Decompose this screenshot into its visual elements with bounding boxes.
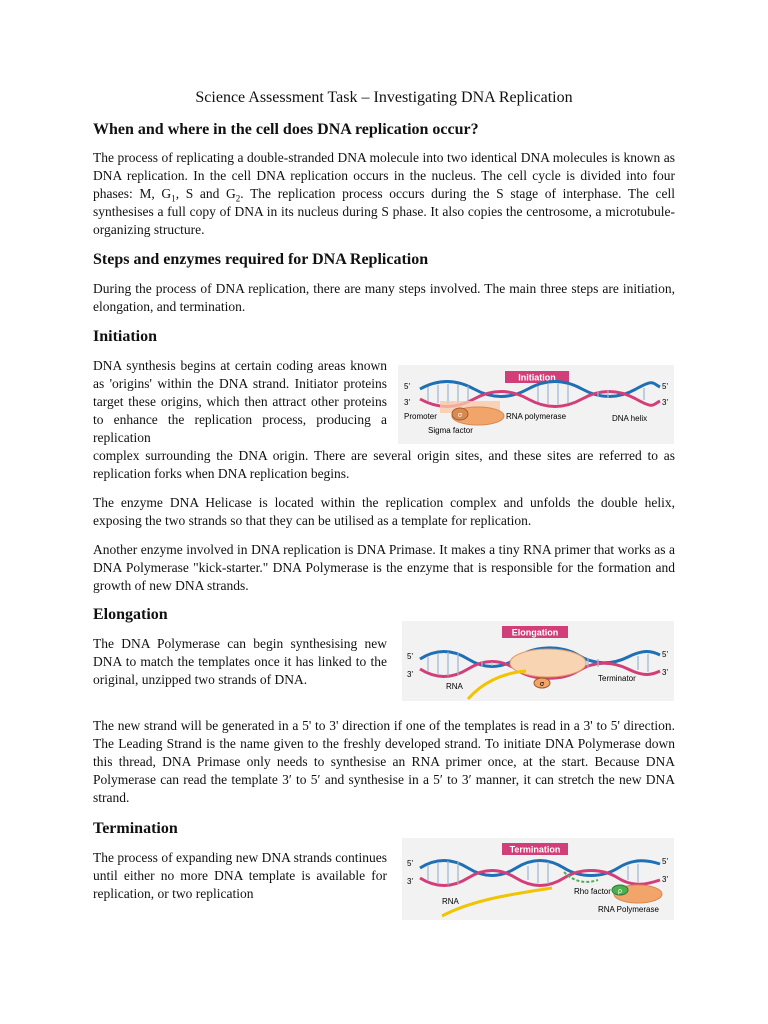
initiation-rna-polymerase-label: RNA polymerase	[506, 412, 567, 421]
heading-initiation: Initiation	[93, 328, 158, 345]
paragraph-steps: During the process of DNA replication, there are many steps involved. The main three steps are initiation, elongation, and termination.	[93, 281, 675, 314]
elongation-rna-strand	[468, 671, 526, 699]
initiation-sigma-factor-label: Sigma factor	[428, 426, 473, 435]
figure-termination	[402, 838, 674, 920]
subscript-g1: 1	[171, 193, 176, 204]
elongation-sigma-symbol: σ	[539, 681, 545, 688]
termination-rho-symbol: ρ	[618, 888, 622, 895]
paragraph-helicase: The enzyme DNA Helicase is located within the replication complex and unfolds the double helix, exposing the two strands so that they can be utilised as a template for replication.	[93, 495, 675, 528]
termination-rna-polymerase-label: RNA Polymerase	[598, 905, 659, 914]
paragraph-primase: Another enzyme involved in DNA replication is DNA Primase. It makes a tiny RNA primer that works as a DNA Polymerase "kick-starter." DNA Polymerase is the enzyme that is responsible for the formation and growth of new DNA strands.	[93, 542, 675, 593]
termination-5prime-left: 5'	[407, 859, 413, 868]
elongation-5prime-right: 5'	[662, 650, 668, 659]
initiation-3prime-left: 3'	[404, 398, 410, 407]
figure-initiation	[398, 365, 674, 444]
termination-rho-factor-label: Rho factor	[574, 887, 611, 896]
heading-when-where: When and where in the cell does DNA replication occur?	[93, 121, 479, 138]
termination-strand-top	[420, 861, 660, 876]
paragraph-elongation-wrap: The DNA Polymerase can begin synthesising new DNA to match the templates once it has linked to the original, unzipped two strands of DNA.	[93, 636, 387, 687]
paragraph-initiation-continued: complex surrounding the DNA origin. There are several origin sites, and these sites are referred to as replication forks when DNA replication begins.	[93, 448, 675, 481]
elongation-banner-label: Elongation	[511, 627, 559, 638]
initiation-dna-helix-label: DNA helix	[612, 414, 648, 423]
paragraph-initiation-wrap: DNA synthesis begins at certain coding areas known as 'origins' within the DNA strand. Initiator proteins target these origins, which then attract other proteins to enhance the replication process, producing a replication	[93, 358, 387, 445]
termination-rna-label: RNA	[442, 897, 459, 906]
paragraph-elongation: The new strand will be generated in a 5' to 3' direction if one of the templates is read in a 3' to 5' direction. The Leading Strand is the name given to the freshly developed strand. To initiate DNA Polymerase down this thread, DNA Primase only needs to synthesise an RNA primer once, at the start. Because DNA Polymerase can read the template 3′ to 5′ and synthesise in a 5′ to 3′ manner, it can stretch the new DNA strand.	[93, 718, 675, 805]
initiation-promoter-label: Promoter	[404, 412, 437, 421]
termination-strand-bottom	[420, 871, 660, 886]
elongation-terminator-label: Terminator	[598, 674, 636, 683]
termination-5prime-right: 5'	[662, 857, 668, 866]
initiation-5prime-left: 5'	[404, 382, 410, 391]
initiation-sigma-symbol: σ	[457, 412, 463, 419]
elongation-rna-label: RNA	[446, 682, 463, 691]
heading-steps: Steps and enzymes required for DNA Replication	[93, 251, 429, 268]
elongation-5prime-left: 5'	[407, 652, 413, 661]
heading-termination: Termination	[93, 820, 178, 837]
initiation-3prime-right: 3'	[662, 398, 668, 407]
paragraph-termination-wrap: The process of expanding new DNA strands continues until either no more DNA template is available for replication, or two replication	[93, 850, 387, 901]
subscript-g2: 2	[235, 193, 241, 204]
page-title: Science Assessment Task – Investigating DNA Replication	[195, 89, 573, 106]
paragraph-when-where	[93, 149, 675, 239]
termination-3prime-left: 3'	[407, 877, 413, 886]
paragraph-when-where-text: The process of replicating a double-stranded DNA molecule into two identical DNA molecules is known as DNA replication. In the cell DNA replication occurs in the nucleus. The cell cycle is divided into four phases: M, G	[93, 150, 675, 201]
paragraph-when-where-mid: , S and G	[175, 186, 236, 201]
initiation-banner-label: Initiation	[518, 372, 556, 383]
termination-banner-label: Termination	[509, 844, 561, 855]
termination-3prime-right: 3'	[662, 875, 668, 884]
paragraph-when-where-end: . The replication process occurs during the S stage of interphase. The cell synthesises a full copy of DNA in its nucleus during S phase. It also copies the centrosome, a microtubule-organizing structure.	[93, 186, 675, 237]
initiation-5prime-right: 5'	[662, 382, 668, 391]
elongation-3prime-right: 3'	[662, 668, 668, 677]
heading-elongation: Elongation	[93, 606, 168, 623]
figure-elongation	[402, 621, 674, 701]
elongation-3prime-left: 3'	[407, 670, 413, 679]
